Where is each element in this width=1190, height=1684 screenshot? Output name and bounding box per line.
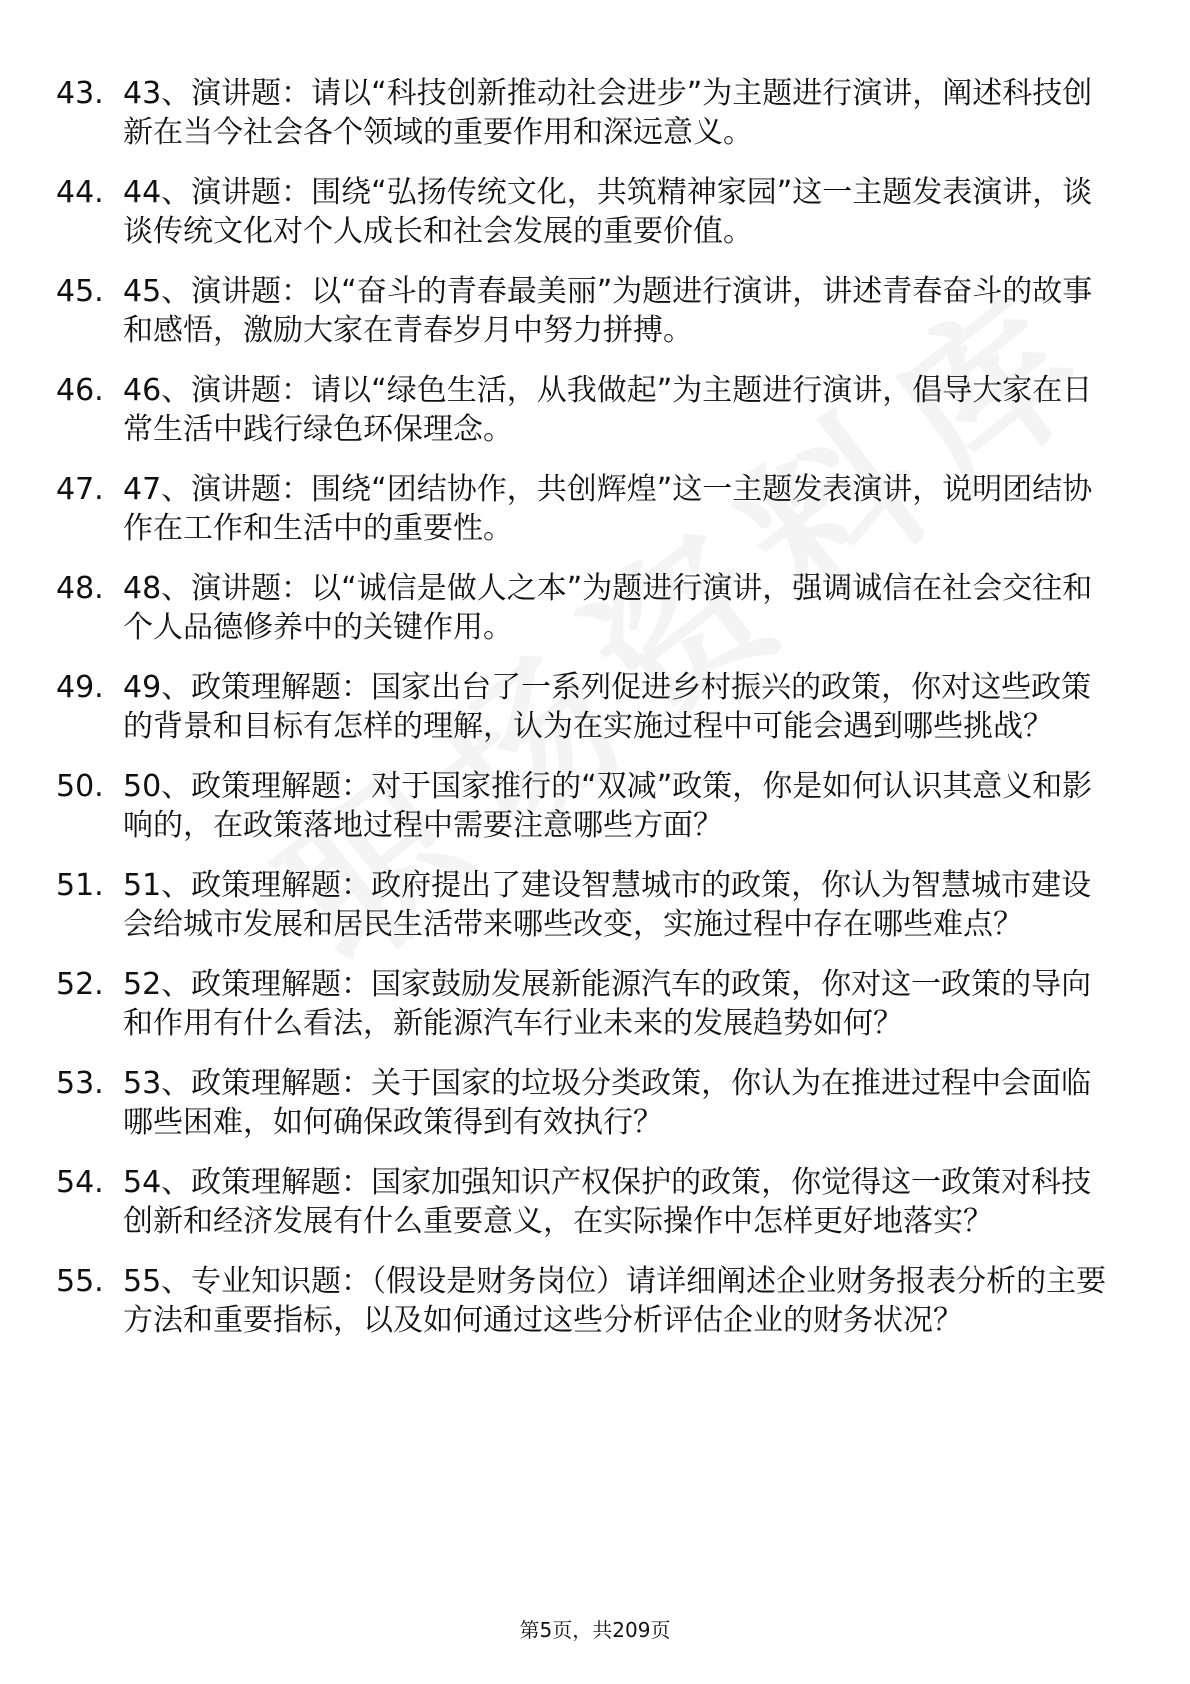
question-item-48	[56, 569, 1116, 647]
question-number: 45.	[56, 274, 104, 309]
question-item-55	[56, 1262, 1116, 1340]
question-text: 47、演讲题：围绕“团结协作，共创辉煌”这一主题发表演讲，说明团结协作在工作和生活中的重要性。	[123, 472, 1093, 546]
question-number: 48.	[56, 571, 104, 606]
question-list	[56, 74, 1116, 1361]
question-text: 55、专业知识题：（假设是财务岗位）请详细阐述企业财务报表分析的主要方法和重要指标，以及如何通过这些分析评估企业的财务状况？	[123, 1264, 1107, 1338]
question-number: 43.	[56, 76, 104, 111]
question-item-44	[56, 173, 1116, 251]
question-text: 43、演讲题：请以“科技创新推动社会进步”为主题进行演讲，阐述科技创新在当今社会各个领域的重要作用和深远意义。	[123, 76, 1093, 150]
question-number: 53.	[56, 1066, 104, 1101]
question-text: 49、政策理解题：国家出台了一系列促进乡村振兴的政策，你对这些政策的背景和目标有怎样的理解，认为在实施过程中可能会遇到哪些挑战？	[123, 670, 1092, 744]
question-number: 44.	[56, 175, 104, 210]
question-item-50	[56, 767, 1116, 845]
question-number: 54.	[56, 1165, 104, 1200]
question-number: 47.	[56, 472, 104, 507]
question-item-46	[56, 371, 1116, 449]
question-item-47	[56, 470, 1116, 548]
question-number: 49.	[56, 670, 104, 705]
question-item-54	[56, 1163, 1116, 1241]
question-text: 54、政策理解题：国家加强知识产权保护的政策，你觉得这一政策对科技创新和经济发展有什么重要意义，在实际操作中怎样更好地落实？	[123, 1165, 1092, 1239]
question-number: 50.	[56, 769, 104, 804]
question-text: 48、演讲题：以“诚信是做人之本”为题进行演讲，强调诚信在社会交往和个人品德修养中的关键作用。	[123, 571, 1093, 645]
question-text: 46、演讲题：请以“绿色生活，从我做起”为主题进行演讲，倡导大家在日常生活中践行绿色环保理念。	[123, 373, 1093, 447]
question-text: 44、演讲题：围绕“弘扬传统文化，共筑精神家园”这一主题发表演讲，谈谈传统文化对个人成长和社会发展的重要价值。	[123, 175, 1093, 249]
question-text: 45、演讲题：以“奋斗的青春最美丽”为题进行演讲，讲述青春奋斗的故事和感悟，激励大家在青春岁月中努力拼搏。	[123, 274, 1093, 348]
question-item-49	[56, 668, 1116, 746]
page-number-footer: 第5页，共209页	[519, 1618, 671, 1642]
question-text: 51、政策理解题：政府提出了建设智慧城市的政策，你认为智慧城市建设会给城市发展和居民生活带来哪些改变，实施过程中存在哪些难点？	[123, 868, 1092, 942]
question-item-52	[56, 965, 1116, 1043]
question-text: 53、政策理解题：关于国家的垃圾分类政策，你认为在推进过程中会面临哪些困难，如何确保政策得到有效执行？	[123, 1066, 1092, 1140]
question-item-45	[56, 272, 1116, 350]
question-number: 52.	[56, 967, 104, 1002]
question-number: 46.	[56, 373, 104, 408]
question-item-51	[56, 866, 1116, 944]
question-number: 55.	[56, 1264, 104, 1299]
question-number: 51.	[56, 868, 104, 903]
question-item-53	[56, 1064, 1116, 1142]
question-text: 50、政策理解题：对于国家推行的“双减”政策，你是如何认识其意义和影响的，在政策落地过程中需要注意哪些方面？	[123, 769, 1093, 843]
question-item-43	[56, 74, 1116, 152]
question-text: 52、政策理解题：国家鼓励发展新能源汽车的政策，你对这一政策的导向和作用有什么看法，新能源汽车行业未来的发展趋势如何？	[123, 967, 1092, 1041]
